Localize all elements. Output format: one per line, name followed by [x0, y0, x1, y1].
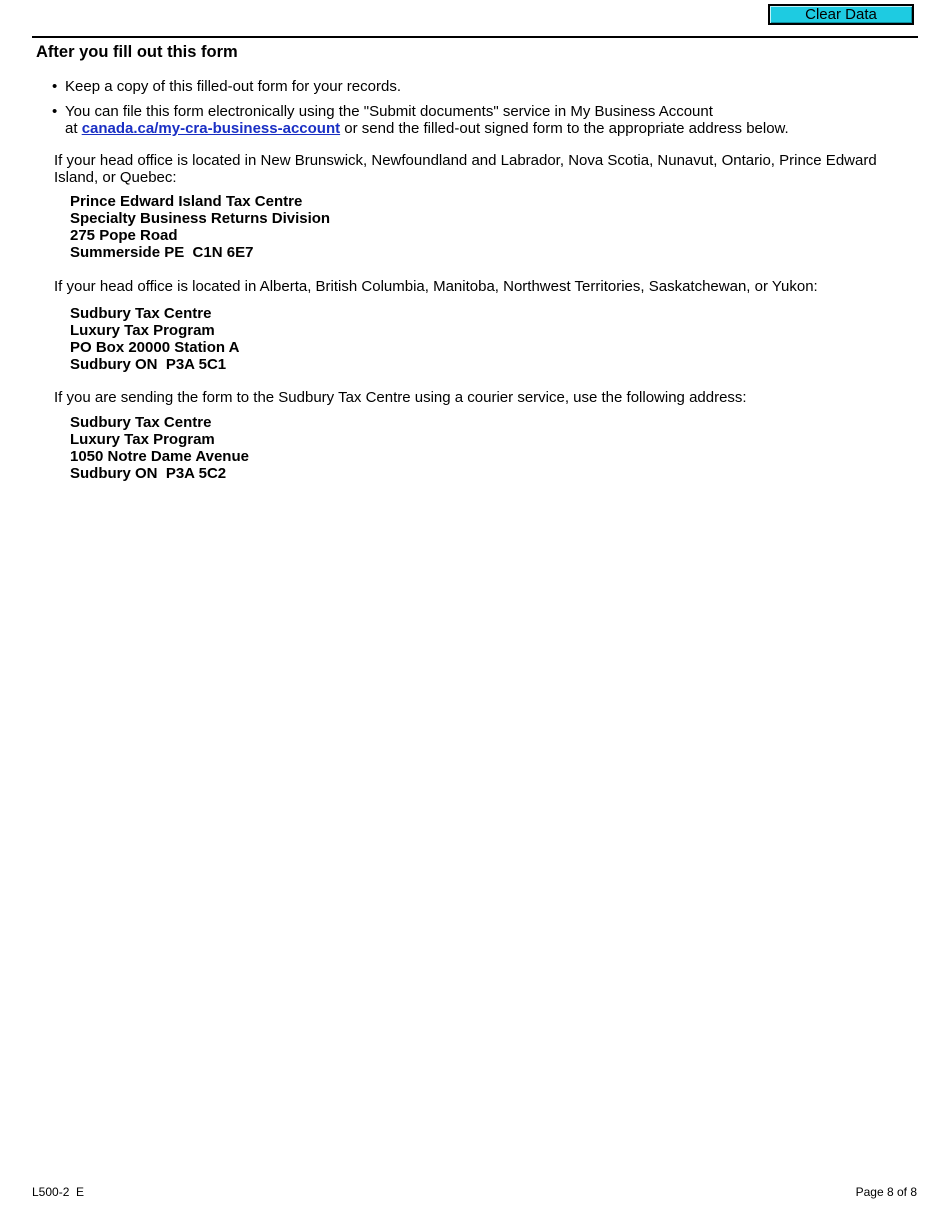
bullet-icon: • — [52, 103, 58, 120]
address-intro-courier: If you are sending the form to the Sudbury Tax Centre using a courier service, use the following address: — [54, 389, 747, 406]
clear-data-button[interactable]: Clear Data — [768, 4, 914, 25]
page-number: Page 8 of 8 — [855, 1185, 917, 1199]
address-line: Luxury Tax Program — [70, 322, 215, 339]
address-line: Sudbury ON P3A 5C1 — [70, 356, 227, 373]
list-item-text: or send the filled-out signed form to the appropriate address below. — [340, 120, 789, 137]
address-intro-east: If your head office is located in New Brunswick, Newfoundland and Labrador, Nova Scotia, Nunavut, Ontario, Prince Edward Island, or Quebec: — [54, 152, 877, 186]
address-block-sudbury-courier — [70, 414, 249, 482]
address-line: Sudbury ON P3A 5C2 — [70, 465, 227, 482]
list-item — [52, 77, 912, 97]
address-line: Prince Edward Island Tax Centre — [70, 193, 303, 210]
address-line: Sudbury Tax Centre — [70, 414, 212, 431]
address-intro-west: If your head office is located in Alberta, British Columbia, Manitoba, Northwest Territories, Saskatchewan, or Yukon: — [54, 278, 818, 295]
top-divider — [32, 36, 918, 38]
address-line: 1050 Notre Dame Avenue — [70, 448, 249, 465]
address-line: Specialty Business Returns Division — [70, 210, 331, 227]
address-line: Summerside PE C1N 6E7 — [70, 244, 254, 261]
list-item-text: Keep a copy of this filled-out form for your records. — [65, 78, 401, 95]
form-identifier: L500-2 E — [32, 1185, 85, 1199]
section-title: After you fill out this form — [36, 43, 238, 61]
instruction-list — [52, 77, 912, 137]
address-line: Sudbury Tax Centre — [70, 305, 212, 322]
address-block-sudbury-mail — [70, 305, 240, 373]
bullet-icon: • — [52, 78, 58, 95]
cra-business-account-link[interactable]: canada.ca/my-cra-business-account — [81, 120, 341, 137]
list-item-text: You can file this form electronically using the "Submit documents" service in My Business Account — [65, 103, 713, 120]
list-item-text: at — [65, 120, 82, 137]
address-block-pei — [70, 193, 330, 261]
list-item — [52, 97, 912, 137]
address-line: Luxury Tax Program — [70, 431, 215, 448]
address-line: 275 Pope Road — [70, 227, 178, 244]
address-line: PO Box 20000 Station A — [70, 339, 240, 356]
